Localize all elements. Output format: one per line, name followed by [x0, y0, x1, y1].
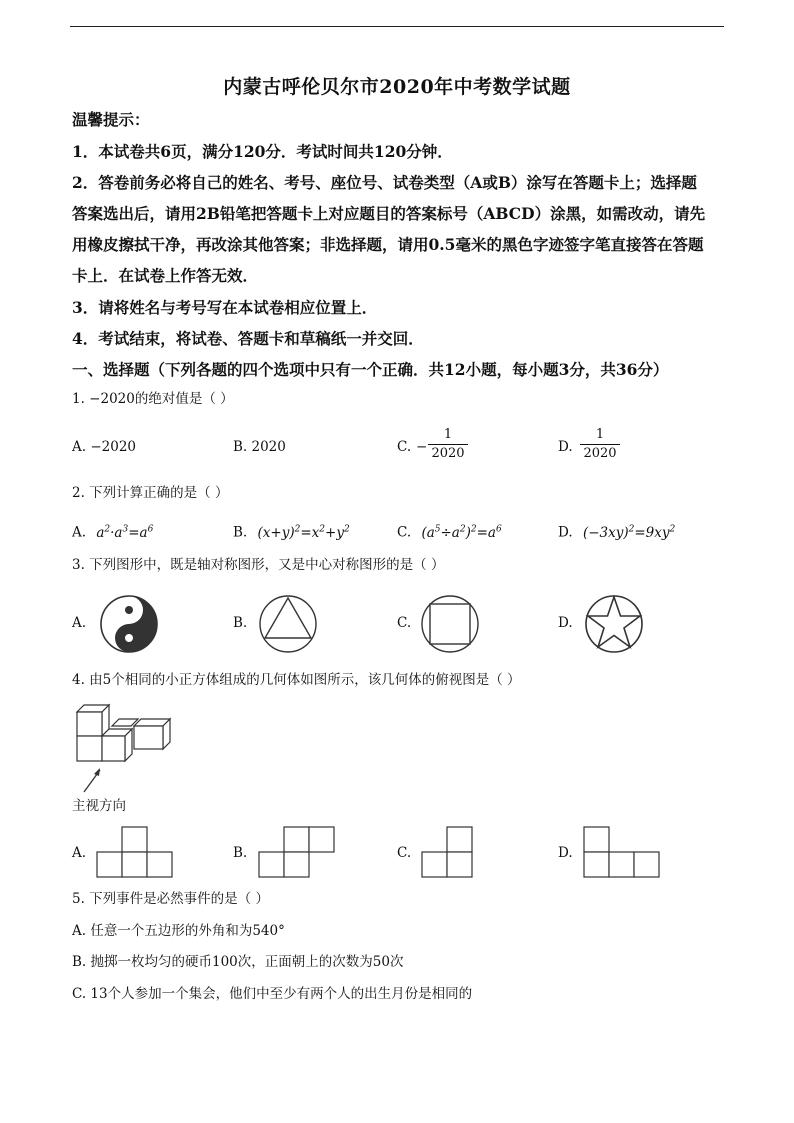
q1-option-d-label: D. [558, 439, 573, 455]
q4-stem: 4. 由5个相同的小正方体组成的几何体如图所示，该几何体的俯视图是（ ） [72, 672, 521, 688]
q5-option-a: A. 任意一个五边形的外角和为540° [72, 923, 285, 939]
circle-star-icon [583, 594, 645, 654]
q4-option-d-label: D. [558, 845, 573, 861]
q1-option-b: B. 2020 [233, 439, 286, 455]
q3-option-c-label: C. [397, 615, 412, 631]
section-heading: 一、选择题（下列各题的四个选项中只有一个正确．共12小题，每小题3分，共36分） [72, 360, 669, 379]
q5-option-c: C. 13个人参加一个集会，他们中至少有两个人的出生月份是相同的 [72, 986, 473, 1002]
q2-a-formula: $a^2\cdot a^3=a^6$ [96, 524, 154, 541]
q2-b-label: B. [233, 524, 248, 541]
q2-c-label: C. [397, 524, 412, 541]
q1-option-c-label: C. [397, 439, 412, 455]
q1-c-numerator: 1 [443, 427, 453, 442]
circle-square-icon [419, 594, 481, 654]
tip-line-2: 2．答卷前务必将自己的姓名、考号、座位号、试卷类型（A或B）涂写在答题卡上；选择题 [72, 173, 697, 192]
q2-d-formula: $(-3xy)^2=9xy^2$ [582, 524, 676, 541]
cube-solid-figure [72, 700, 177, 800]
tip-line-3: 答案选出后，请用2B铅笔把答题卡上对应题目的答案标号（ABCD）涂黑，如需改动，请先 [72, 204, 706, 223]
tip-line-5: 卡上．在试卷上作答无效． [72, 266, 259, 285]
top-view-option-c [421, 826, 477, 878]
tip-line-7: 4．考试结束，将试卷、答题卡和草稿纸一并交回． [72, 329, 424, 348]
top-view-option-b [258, 826, 338, 878]
q3-option-d-label: D. [558, 615, 573, 631]
tip-line-6: 3．请将姓名与考号写在本试卷相应位置上． [72, 298, 378, 317]
view-direction-label: 主视方向 [72, 798, 126, 814]
q3-stem: 3. 下列图形中，既是轴对称图形，又是中心对称图形的是（ ） [72, 557, 445, 573]
q4-option-b-label: B. [233, 845, 248, 861]
q5-stem: 5. 下列事件是必然事件的是（ ） [72, 891, 269, 907]
q5-option-b: B. 抛掷一枚均匀的硬币100次，正面朝上的次数为50次 [72, 954, 404, 970]
q3-option-a-label: A. [72, 615, 87, 631]
q1-option-c-fraction [428, 428, 468, 461]
tip-line-4: 用橡皮擦拭干净，再改涂其他答案；非选择题，请用0.5毫米的黑色字迹签字笔直接答在答题 [72, 235, 704, 254]
q2-b-formula: $(x+y)^2=x^2+y^2$ [257, 524, 350, 541]
page-title: 内蒙古呼伦贝尔市2020年中考数学试题 [223, 76, 571, 98]
q1-option-c-sign: − [416, 439, 428, 455]
q1-option-d-fraction [580, 428, 620, 461]
q4-option-c-label: C. [397, 845, 412, 861]
fraction-bar [580, 444, 620, 445]
q2-d-label: D. [558, 524, 573, 541]
q1-stem: 1. −2020的绝对值是（ ） [72, 391, 234, 407]
q1-d-denominator: 2020 [583, 446, 617, 461]
header-rule [70, 26, 724, 27]
q3-option-b-label: B. [233, 615, 248, 631]
q1-d-numerator: 1 [595, 427, 605, 442]
q1-c-denominator: 2020 [431, 446, 465, 461]
q2-c-formula: $(a^5\div a^2)^2=a^6$ [421, 524, 502, 541]
top-view-option-d [583, 826, 663, 878]
yin-yang-icon [98, 594, 160, 654]
circle-triangle-icon [257, 594, 319, 654]
top-view-option-a [96, 826, 176, 878]
tips-heading: 温馨提示： [72, 110, 150, 129]
q2-option-b [233, 520, 350, 542]
q4-option-a-label: A. [72, 845, 87, 861]
tip-line-1: 1．本试卷共6页，满分120分．考试时间共120分钟． [72, 142, 453, 161]
q2-a-label: A. [72, 524, 87, 541]
q1-option-a: A. −2020 [72, 439, 136, 455]
q2-option-c [397, 520, 502, 542]
q2-option-d [558, 520, 675, 542]
q2-stem: 2. 下列计算正确的是（ ） [72, 485, 229, 501]
q2-option-a [72, 520, 153, 542]
fraction-bar [428, 444, 468, 445]
